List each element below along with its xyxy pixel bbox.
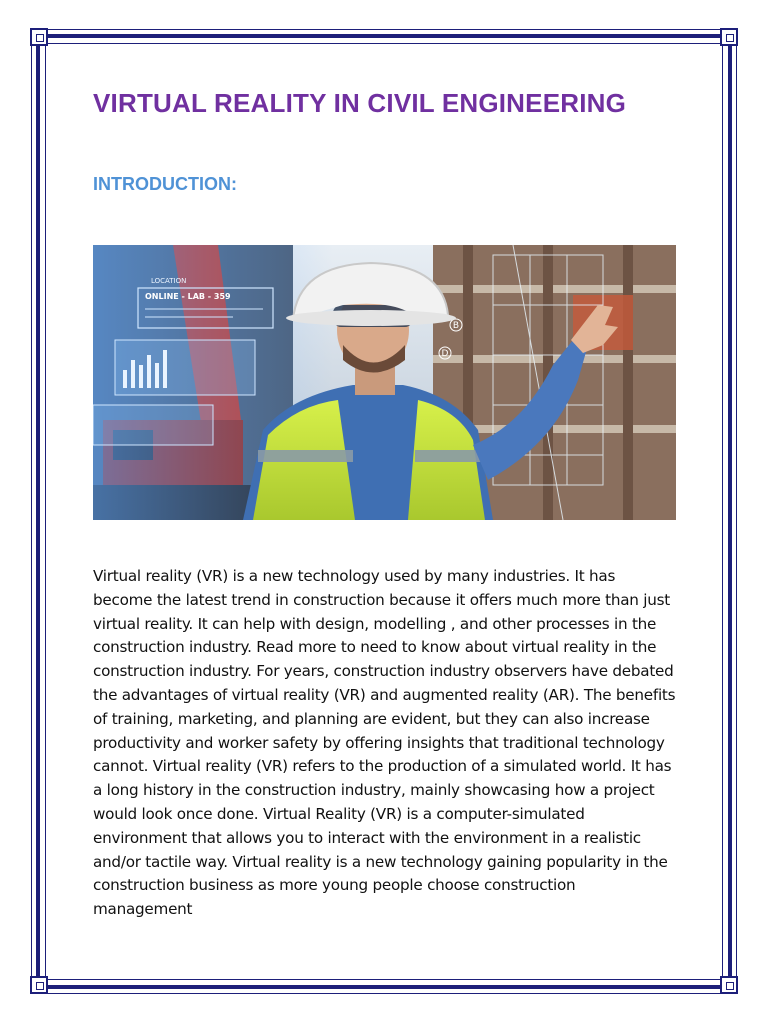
hud-marker-b: B [452, 321, 460, 331]
hud-lab-label: ONLINE - LAB - 359 [145, 292, 231, 301]
hud-location-label: LOCATION [151, 277, 187, 285]
introduction-body-text: Virtual reality (VR) is a new technology used by many industries. It has become the latest trend in construction because it offers much more than just virtual reality. It can help with design, modelling , and other processes in the construction industry. Read more to need to know about virtual reality in the construction industry. For years, construction industry observers have debated the advantages of virtual reality (VR) and augmented reality (AR). The benefits of training, marketing, and planning are evident, but they can also increase productivity and worker safety by offering insights that traditional technology cannot. Virtual reality (VR) refers to the production of a simulated world. It has a long history in the construction industry, mainly showcasing how a project would look once done. Virtual Reality (VR) is a computer-simulated environment that allows you to interact with the environment in a realistic and/or tactile way. Virtual reality is a new technology gaining popularity in the construction business as more young people choose construction management [93, 567, 676, 919]
vr-engineer-photo [93, 245, 676, 520]
border-corner-top-left [30, 28, 48, 46]
border-corner-bottom-left [30, 976, 48, 994]
border-corner-bottom-right [720, 976, 738, 994]
border-corner-top-right [720, 28, 738, 46]
hud-marker-d: D [441, 349, 449, 359]
section-heading: INTRODUCTION: [93, 174, 237, 194]
document-title: VIRTUAL REALITY IN CIVIL ENGINEERING [93, 88, 627, 118]
